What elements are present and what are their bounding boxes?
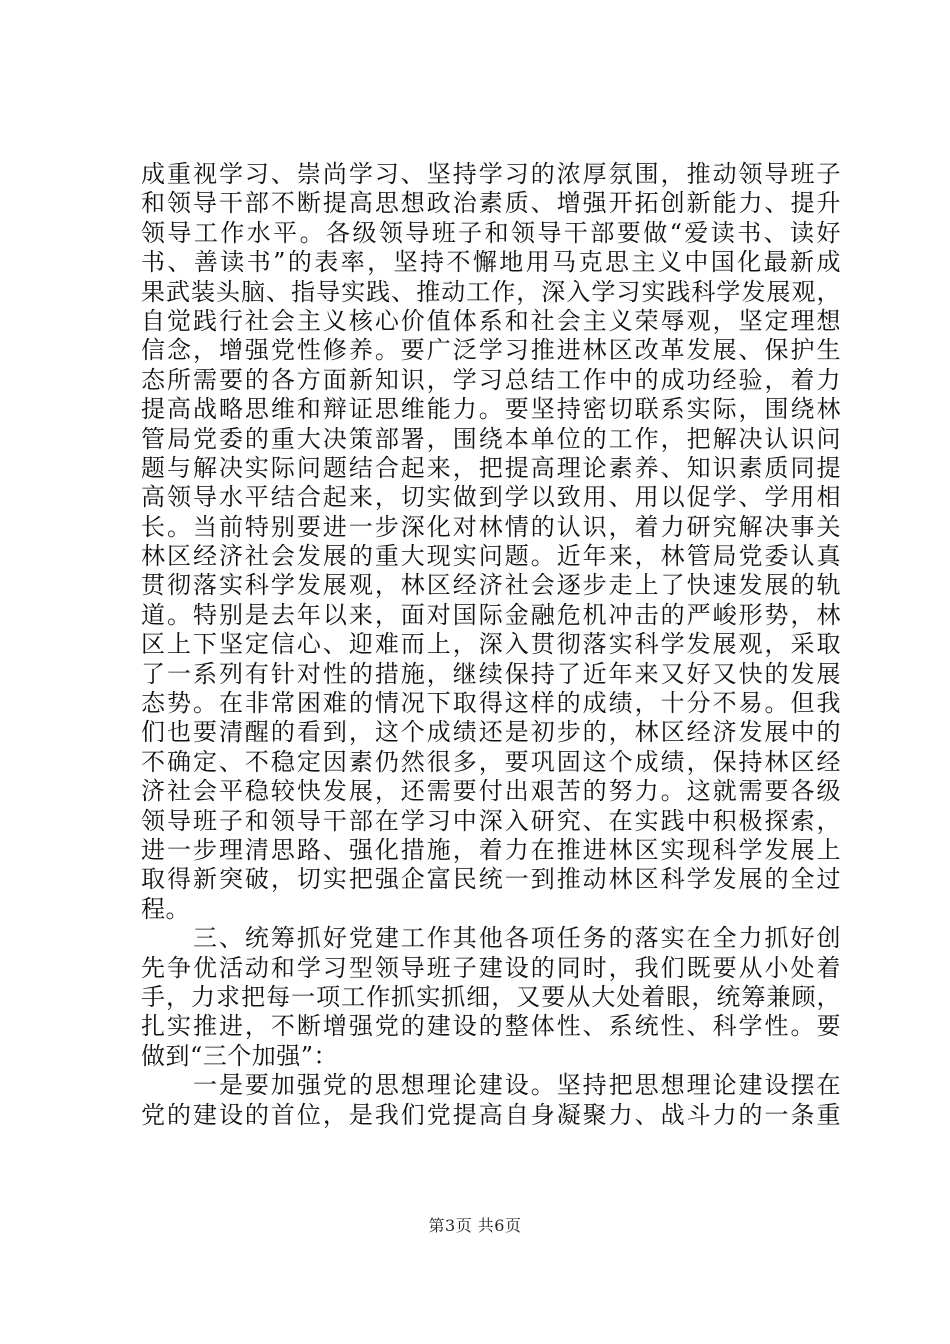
text-line: 高领导水平结合起来，切实做到学以致用、用以促学、学用相 — [141, 483, 841, 512]
text-line: 管局党委的重大决策部署，围绕本单位的工作，把解决认识问 — [141, 424, 841, 453]
text-line: 扎实推进，不断增强党的建设的整体性、系统性、科学性。要 — [141, 1012, 841, 1041]
text-line: 党的建设的首位，是我们党提高自身凝聚力、战斗力的一条重 — [141, 1100, 841, 1129]
text-line: 态所需要的各方面新知识，学习总结工作中的成功经验，着力 — [141, 365, 841, 394]
text-line: 三、统筹抓好党建工作其他各项任务的落实在全力抓好创 — [141, 924, 841, 953]
text-line: 先争优活动和学习型领导班子建设的同时，我们既要从小处着 — [141, 953, 841, 982]
text-line: 长。当前特别要进一步深化对林情的认识，着力研究解决事关 — [141, 512, 841, 541]
text-line: 了一系列有针对性的措施，继续保持了近年来又好又快的发展 — [141, 659, 841, 688]
text-line: 态势。在非常困难的情况下取得这样的成绩，十分不易。但我 — [141, 689, 841, 718]
text-line: 题与解决实际问题结合起来，把提高理论素养、知识素质同提 — [141, 453, 841, 482]
text-line: 不确定、不稳定因素仍然很多，要巩固这个成绩，保持林区经 — [141, 747, 841, 776]
text-line: 书、善读书”的表率，坚持不懈地用马克思主义中国化最新成 — [141, 248, 841, 277]
text-line: 果武装头脑、指导实践、推动工作，深入学习实践科学发展观， — [141, 277, 841, 306]
page-number-footer: 第3页 共6页 — [428, 1216, 522, 1235]
text-line: 提高战略思维和辩证思维能力。要坚持密切联系实际，围绕林 — [141, 395, 841, 424]
text-line: 区上下坚定信心、迎难而上，深入贯彻落实科学发展观，采取 — [141, 630, 841, 659]
text-line: 信念，增强党性修养。要广泛学习推进林区改革发展、保护生 — [141, 336, 841, 365]
text-line: 济社会平稳较快发展，还需要付出艰苦的努力。这就需要各级 — [141, 777, 841, 806]
text-line: 自觉践行社会主义核心价值体系和社会主义荣辱观，坚定理想 — [141, 306, 841, 335]
text-line: 成重视学习、崇尚学习、坚持学习的浓厚氛围，推动领导班子 — [141, 160, 841, 188]
text-line: 贯彻落实科学发展观，林区经济社会逐步走上了快速发展的轨 — [141, 571, 841, 600]
text-line: 进一步理清思路、强化措施，着力在推进林区实现科学发展上 — [141, 835, 841, 864]
paragraph-end-line: 程。 — [141, 894, 190, 923]
text-line: 们也要清醒的看到，这个成绩还是初步的，林区经济发展中的 — [141, 718, 841, 747]
text-line: 和领导干部不断提高思想政治素质、增强开拓创新能力、提升 — [141, 189, 841, 218]
text-line: 一是要加强党的思想理论建设。坚持把思想理论建设摆在 — [141, 1071, 841, 1100]
text-line: 取得新突破，切实把强企富民统一到推动林区科学发展的全过 — [141, 865, 841, 894]
document-body — [141, 160, 841, 1130]
text-line: 林区经济社会发展的重大现实问题。近年来，林管局党委认真 — [141, 542, 841, 571]
text-line: 领导班子和领导干部在学习中深入研究、在实践中积极探索， — [141, 806, 841, 835]
text-line: 领导工作水平。各级领导班子和领导干部要做“爱读书、读好 — [141, 218, 841, 247]
text-line: 道。特别是去年以来，面对国际金融危机冲击的严峻形势，林 — [141, 600, 841, 629]
paragraph-end-line: 做到“三个加强”： — [141, 1041, 339, 1070]
text-line: 手，力求把每一项工作抓实抓细，又要从大处着眼，统筹兼顾， — [141, 982, 841, 1011]
